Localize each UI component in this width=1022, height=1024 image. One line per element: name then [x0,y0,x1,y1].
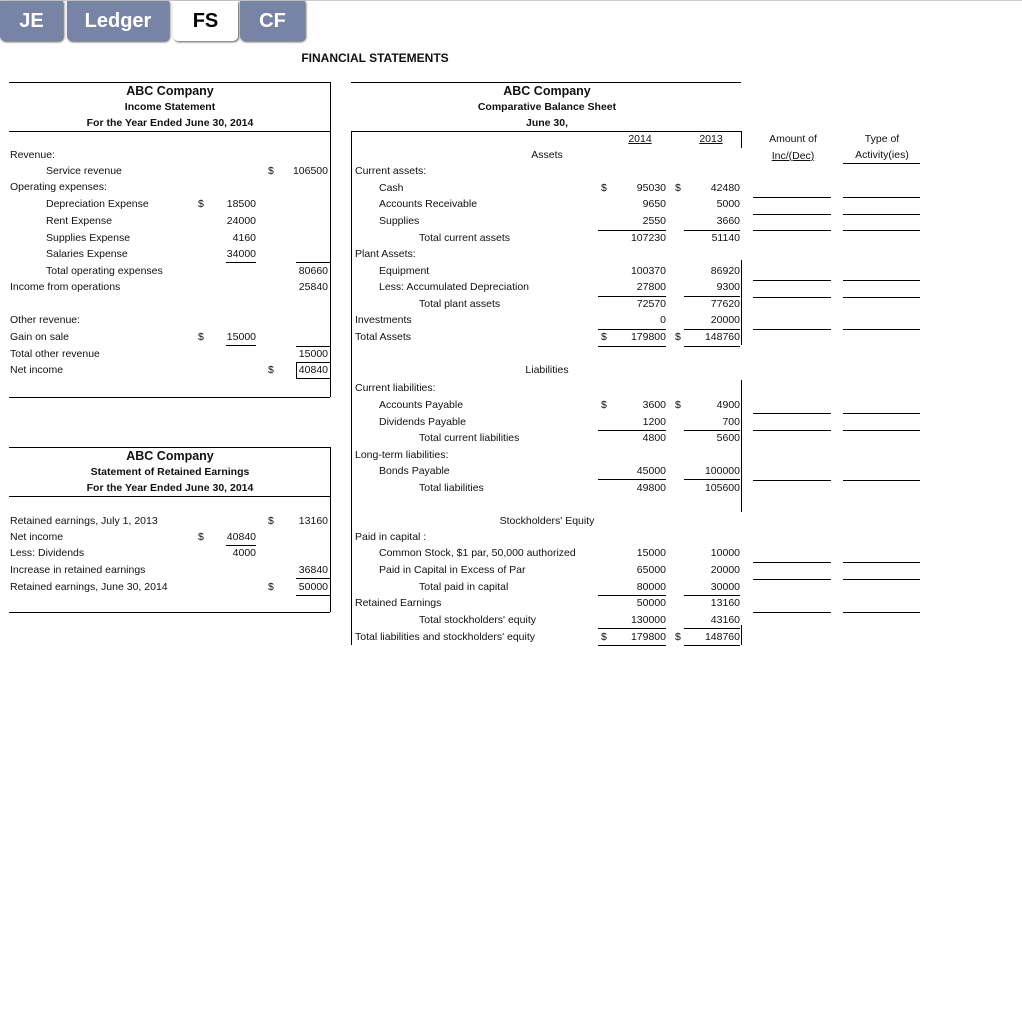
statement-title: Comparative Balance Sheet [477,101,617,113]
rule-line [598,645,666,646]
statement-period: June 30, [525,117,569,129]
rule-line [296,378,330,379]
income-row-label: Total operating expenses [46,265,163,277]
tab-ledger[interactable]: Ledger [67,1,169,41]
answer-input-line[interactable] [843,230,920,231]
answer-input-line[interactable] [843,280,920,281]
rule-line [296,578,330,579]
amount-2013: 13160 [710,597,740,609]
statement-title: Statement of Retained Earnings [90,466,250,478]
tab-cf[interactable]: CF [240,1,305,41]
rule-line [9,82,330,83]
statement-title: Income Statement [124,101,216,113]
rule-line [741,260,742,345]
balance-row-label: Less: Accumulated Depreciation [379,281,529,293]
amount-2013: 4900 [716,399,740,411]
balance-row-label: Current liabilities: [355,382,436,394]
answer-input-line[interactable] [753,230,831,231]
income-row-label: Service revenue [46,165,122,177]
retained-row-label: Retained earnings, June 30, 2014 [10,581,168,593]
dollar-sign: $ [198,331,204,343]
income-amount: 24000 [226,215,256,227]
income-row-label: Revenue: [10,149,55,161]
answer-input-line[interactable] [843,214,920,215]
answer-input-line[interactable] [753,430,831,431]
amount-2013: 148760 [704,331,740,343]
statement-period: For the Year Ended June 30, 2014 [86,117,254,129]
amount-header: Inc/(Dec) [771,150,815,162]
rule-line [330,447,331,612]
amount-2013: 105600 [704,482,740,494]
rule-line [684,430,740,431]
balance-row-label: Paid in Capital in Excess of Par [379,564,526,576]
dollar-sign: $ [675,331,681,343]
amount-2013: 5000 [716,198,740,210]
amount-2013: 51140 [711,232,740,244]
amount-2013: 77620 [710,298,740,310]
balance-row-label: Total liabilities and stockholders' equity [355,631,536,643]
answer-input-line[interactable] [753,562,831,563]
income-row-label: Gain on sale [10,331,69,343]
amount-2014: 49800 [636,482,666,494]
retained-total: 13160 [298,515,328,527]
amount-2014: 80000 [636,581,666,593]
balance-row-label: Total liabilities [419,482,484,494]
dollar-sign: $ [601,182,607,194]
rule-line [741,625,742,645]
rule-line [296,362,297,378]
rule-line [9,447,330,448]
balance-row-label: Retained Earnings [355,597,442,609]
amount-2013: 30000 [710,581,740,593]
income-row-label: Total other revenue [10,348,100,360]
rule-line [598,346,666,347]
rule-line [9,496,330,497]
amount-2014: 179800 [630,631,666,643]
rule-line [684,346,740,347]
balance-row-label: Plant Assets: [355,248,416,260]
rule-line [598,230,666,231]
amount-2014: 179800 [630,331,666,343]
dollar-sign: $ [198,198,204,210]
rule-line [598,479,666,480]
amount-2014: 4800 [642,432,666,444]
amount-2013: 100000 [704,465,740,477]
income-total: 40840 [298,364,328,376]
amount-2014: 15000 [636,547,666,559]
tab-fs[interactable]: FS [173,1,238,41]
balance-row-label: Equipment [379,265,430,277]
dollar-sign: $ [268,165,274,177]
dollar-sign: $ [601,631,607,643]
balance-row-label: Bonds Payable [379,465,450,477]
income-total: 80660 [298,265,328,277]
amount-2013: 43160 [710,614,740,626]
dollar-sign: $ [268,515,274,527]
income-amount: 15000 [226,331,256,343]
balance-row-label: Supplies [379,215,420,227]
rule-line [351,131,741,132]
year-2013-header: 2013 [699,133,723,145]
answer-input-line[interactable] [753,297,831,298]
balance-row-label: Total Assets [355,331,412,343]
balance-row-label: Total current assets [419,232,511,244]
amount-2013: 5600 [716,432,740,444]
tab-bar [0,0,1022,41]
rule-line [843,163,920,164]
answer-input-line[interactable] [843,480,920,481]
statement-company: ABC Company [126,84,214,98]
answer-input-line[interactable] [753,214,831,215]
income-total: 25840 [298,281,328,293]
section-header: Assets [531,149,563,161]
rule-line [296,346,330,347]
amount-2013: 20000 [710,564,740,576]
amount-2013: 10000 [710,547,740,559]
balance-row-label: Total stockholders' equity [419,614,536,626]
year-2014-header: 2014 [628,133,652,145]
retained-row-label: Net income [10,531,64,543]
income-amount: 4160 [232,232,256,244]
rule-line [330,82,331,397]
answer-input-line[interactable] [843,612,920,613]
balance-row-label: Accounts Receivable [379,198,478,210]
answer-input-line[interactable] [843,197,920,198]
amount-2014: 9650 [642,198,666,210]
amount-2014: 72570 [636,298,666,310]
rule-line [741,380,742,512]
balance-row-label: Paid in capital : [355,531,427,543]
rule-line [598,430,666,431]
rule-line [684,645,740,646]
rule-line [598,329,666,330]
balance-row-label: Dividends Payable [379,416,466,428]
amount-2013: 42480 [710,182,740,194]
income-amount: 18500 [226,198,256,210]
answer-input-line[interactable] [843,413,920,414]
retained-row-label: Less: Dividends [10,547,85,559]
amount-2014: 107230 [630,232,666,244]
rule-line [684,230,740,231]
amount-2013: 9300 [716,281,740,293]
amount-2014: 0 [660,314,666,326]
answer-input-line[interactable] [843,430,920,431]
amount-2014: 27800 [636,281,666,293]
answer-input-line[interactable] [753,280,831,281]
dollar-sign: $ [601,331,607,343]
rule-line [598,296,666,297]
income-row-label: Other revenue: [10,314,81,326]
dollar-sign: $ [601,399,607,411]
amount-2014: 1200 [642,416,666,428]
income-row-label: Depreciation Expense [46,198,149,210]
answer-input-line[interactable] [753,413,831,414]
balance-row-label: Common Stock, $1 par, 50,000 authorized [379,547,576,559]
dollar-sign: $ [268,364,274,376]
income-row-label: Salaries Expense [46,248,128,260]
amount-2014: 100370 [630,265,666,277]
answer-input-line[interactable] [753,329,831,330]
rule-line [351,131,352,645]
statement-company: ABC Company [503,84,591,98]
income-total: 15000 [298,348,328,360]
amount-2014: 3600 [642,399,666,411]
retained-row-label: Retained earnings, July 1, 2013 [10,515,158,527]
rule-line [351,82,741,83]
rule-line [296,262,330,263]
balance-row-label: Total plant assets [419,298,501,310]
amount-2014: 65000 [636,564,666,576]
balance-row-label: Current assets: [355,165,427,177]
rule-line [9,397,330,398]
amount-2013: 148760 [704,631,740,643]
retained-amount: 40840 [226,531,256,543]
type-header: Activity(ies) [855,149,909,161]
type-header: Type of [864,133,900,145]
answer-input-line[interactable] [843,562,920,563]
rule-line [296,362,330,363]
income-row-label: Rent Expense [46,215,112,227]
balance-row-label: Accounts Payable [379,399,464,411]
dollar-sign: $ [268,581,274,593]
retained-row-label: Increase in retained earnings [10,564,146,576]
dollar-sign: $ [198,531,204,543]
income-row-label: Net income [10,364,64,376]
tab-je[interactable]: JE [0,1,63,41]
answer-input-line[interactable] [753,579,831,580]
rule-line [684,329,740,330]
amount-2014: 2550 [642,215,666,227]
income-row-label: Operating expenses: [10,181,107,193]
income-row-label: Supplies Expense [46,232,131,244]
amount-2013: 3660 [716,215,740,227]
balance-row-label: Total paid in capital [419,581,509,593]
dollar-sign: $ [675,399,681,411]
rule-line [226,262,256,263]
rule-line [598,628,666,629]
balance-row-label: Cash [379,182,404,194]
rule-line [9,612,330,613]
rule-line [684,479,740,480]
rule-line [296,595,330,596]
rule-line [226,545,256,546]
section-header: Liabilities [525,364,569,376]
amount-2013: 20000 [710,314,740,326]
answer-input-line[interactable] [753,612,831,613]
amount-2013: 700 [722,416,740,428]
answer-input-line[interactable] [843,297,920,298]
amount-header: Amount of [769,133,817,145]
answer-input-line[interactable] [753,197,831,198]
rule-line [741,131,742,148]
amount-2014: 50000 [636,597,666,609]
amount-2014: 45000 [636,465,666,477]
dollar-sign: $ [675,631,681,643]
rule-line [9,131,330,132]
rule-line [226,345,256,346]
balance-row-label: Long-term liabilities: [355,449,449,461]
amount-2014: 130000 [630,614,666,626]
retained-amount: 4000 [232,547,256,559]
income-amount: 34000 [226,248,256,260]
income-row-label: Income from operations [10,281,121,293]
amount-2013: 86920 [710,265,740,277]
statement-company: ABC Company [126,449,214,463]
rule-line [684,628,740,629]
rule-line [684,296,740,297]
rule-line [598,595,666,596]
statement-period: For the Year Ended June 30, 2014 [86,482,254,494]
income-total: 106500 [292,165,328,177]
rule-line [684,595,740,596]
balance-row-label: Investments [355,314,412,326]
retained-total: 50000 [298,581,328,593]
page-title: FINANCIAL STATEMENTS [301,51,449,65]
balance-row-label: Total current liabilities [419,432,520,444]
section-header: Stockholders' Equity [499,515,595,527]
amount-2014: 95030 [636,182,666,194]
answer-input-line[interactable] [843,579,920,580]
retained-total: 36840 [298,564,328,576]
dollar-sign: $ [675,182,681,194]
answer-input-line[interactable] [843,329,920,330]
answer-input-line[interactable] [753,480,831,481]
